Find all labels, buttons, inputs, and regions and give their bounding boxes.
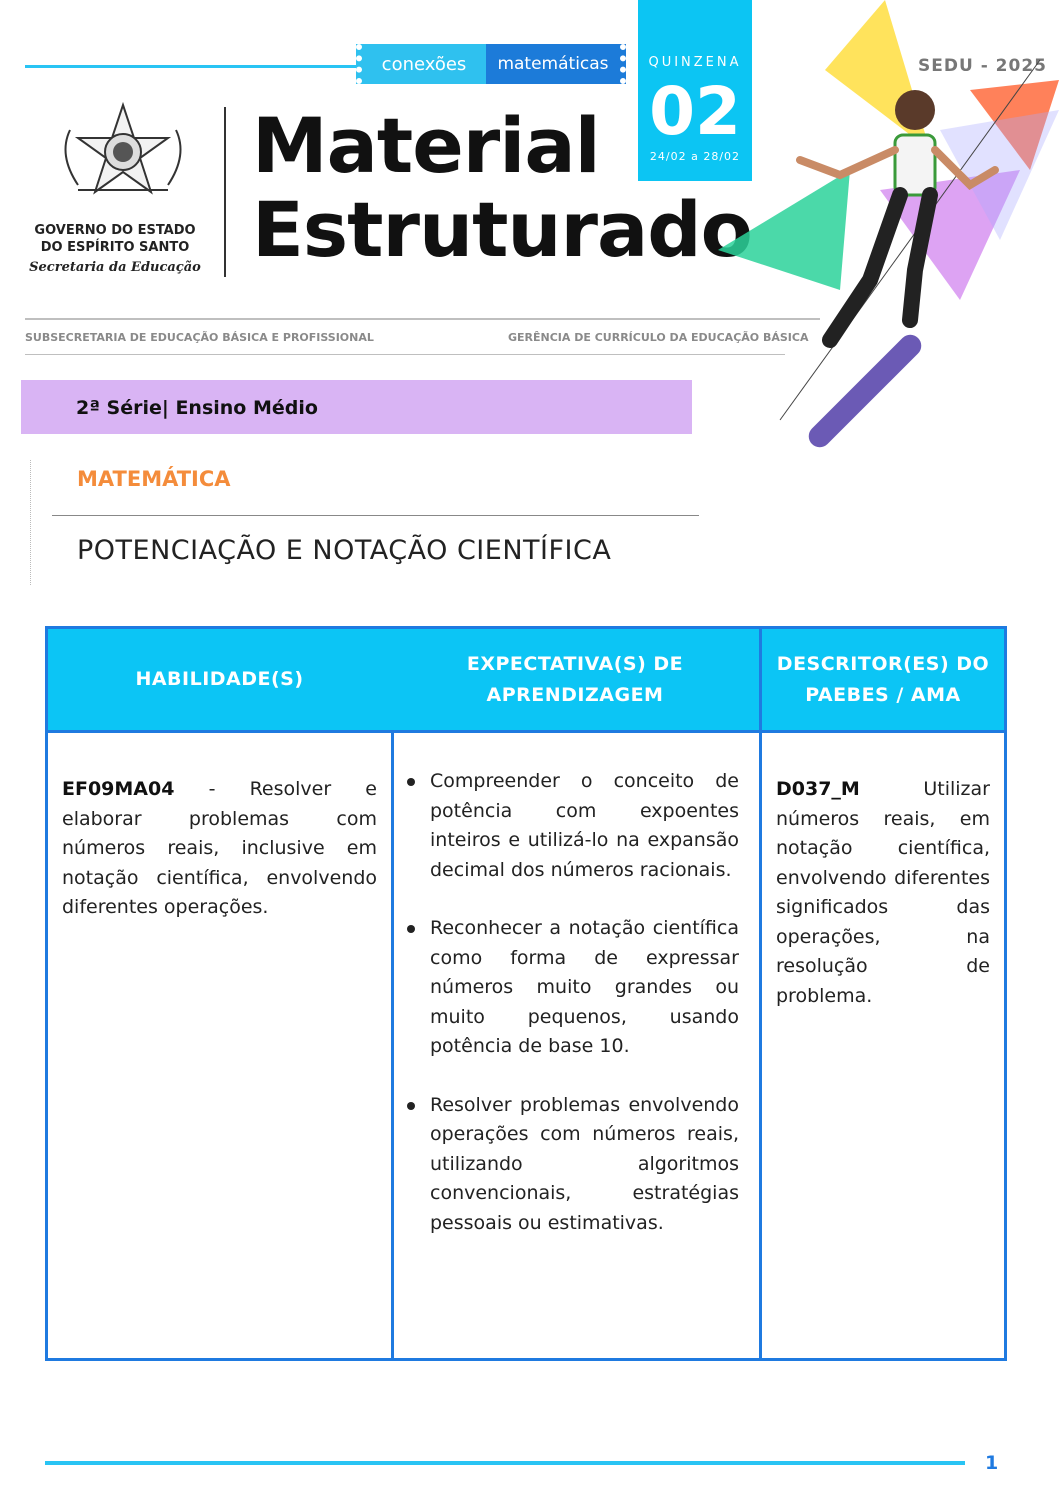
matematicas-badge [486, 44, 626, 84]
page-number: 1 [985, 1452, 999, 1474]
serie-label: 2ª Série| Ensino Médio [76, 397, 318, 419]
habilidade-code: EF09MA04 [62, 778, 175, 800]
bullet-icon [407, 1102, 415, 1110]
government-name [20, 222, 210, 256]
descritor-cell [776, 775, 990, 1011]
quinzena-number: 02 [649, 73, 741, 150]
conexoes-badge [356, 44, 486, 84]
descritor-code: D037_M [776, 778, 860, 800]
conexoes-badge-label: conexões [381, 53, 467, 75]
header-accent-line [25, 65, 357, 68]
sedu-year: SEDU - 2025 [918, 56, 1047, 76]
habilidade-column [48, 629, 394, 1358]
header-rule-bottom [25, 354, 785, 355]
expectativa-text: Reconhecer a notação científica como forma de expressar números muito grandes ou muito pequenos, usando potência de base 10. [430, 917, 739, 1057]
subsecretaria-label: SUBSECRETARIA DE EDUCAÇÃO BÁSICA E PROFISSIONAL [25, 331, 374, 344]
header-divider [224, 107, 226, 277]
bullet-icon [407, 925, 415, 933]
gerencia-label: GERÊNCIA DE CURRÍCULO DA EDUCAÇÃO BÁSICA [508, 331, 809, 344]
descritor-column [762, 629, 1004, 1358]
expectativa-column [391, 629, 762, 1358]
topic-title: POTENCIAÇÃO E NOTAÇÃO CIENTÍFICA [77, 535, 612, 566]
descritor-header-line-2: PAEBES / AMA [805, 683, 961, 706]
subject-divider [52, 515, 699, 516]
expectativa-cell [405, 767, 739, 1267]
title-line-2: Estruturado [252, 185, 752, 274]
habilidade-header [48, 629, 391, 733]
list-item [405, 1091, 739, 1239]
serie-bar [21, 380, 692, 434]
list-item [405, 914, 739, 1062]
expectativa-header-line-1: EXPECTATIVA(S) DE [466, 652, 684, 675]
document-title [252, 101, 752, 274]
expectativa-header-line-2: APRENDIZAGEM [486, 683, 664, 706]
title-line-1: Material [252, 101, 600, 190]
subject-label: MATEMÁTICA [77, 467, 231, 491]
descritor-text: Utilizar números reais, em notação científica, envolvendo diferentes significados das operações, na resolução de problema. [776, 778, 990, 1007]
skateboarder-illustration [700, 0, 1059, 460]
bullet-icon [407, 778, 415, 786]
expectativa-header [391, 629, 759, 733]
expectativa-text: Resolver problemas envolvendo operações com números reais, utilizando algoritmos convencionais, estratégias pessoais ou estimativas. [430, 1093, 739, 1234]
expectativa-text: Compreender o conceito de potência com expoentes inteiros e utilizá-lo na expansão decimal dos números racionais. [430, 770, 739, 881]
coat-of-arms-icon [48, 100, 198, 200]
secretaria-name: Secretaria da Educação [29, 260, 201, 275]
list-item [405, 767, 739, 885]
quinzena-label: QUINZENA [648, 55, 742, 70]
quinzena-dates: 24/02 a 28/02 [649, 150, 741, 163]
ruler-decoration [30, 460, 43, 585]
habilidade-text: - Resolver e elaborar problemas com números reais, inclusive em notação científica, envolvendo diferentes operações. [62, 778, 377, 918]
expectativa-list [405, 767, 739, 1238]
descritor-header [762, 629, 1004, 733]
header-rule-top [25, 318, 820, 320]
footer-line [45, 1461, 965, 1465]
skills-table [45, 626, 1007, 1361]
gov-line-2: DO ESPÍRITO SANTO [40, 240, 190, 255]
habilidade-cell [62, 775, 377, 923]
descritor-header-line-1: DESCRITOR(ES) DO [776, 652, 990, 675]
gov-line-1: GOVERNO DO ESTADO [34, 223, 196, 238]
habilidade-header-label: HABILIDADE(S) [135, 668, 304, 690]
matematicas-badge-label: matemáticas [497, 54, 609, 74]
